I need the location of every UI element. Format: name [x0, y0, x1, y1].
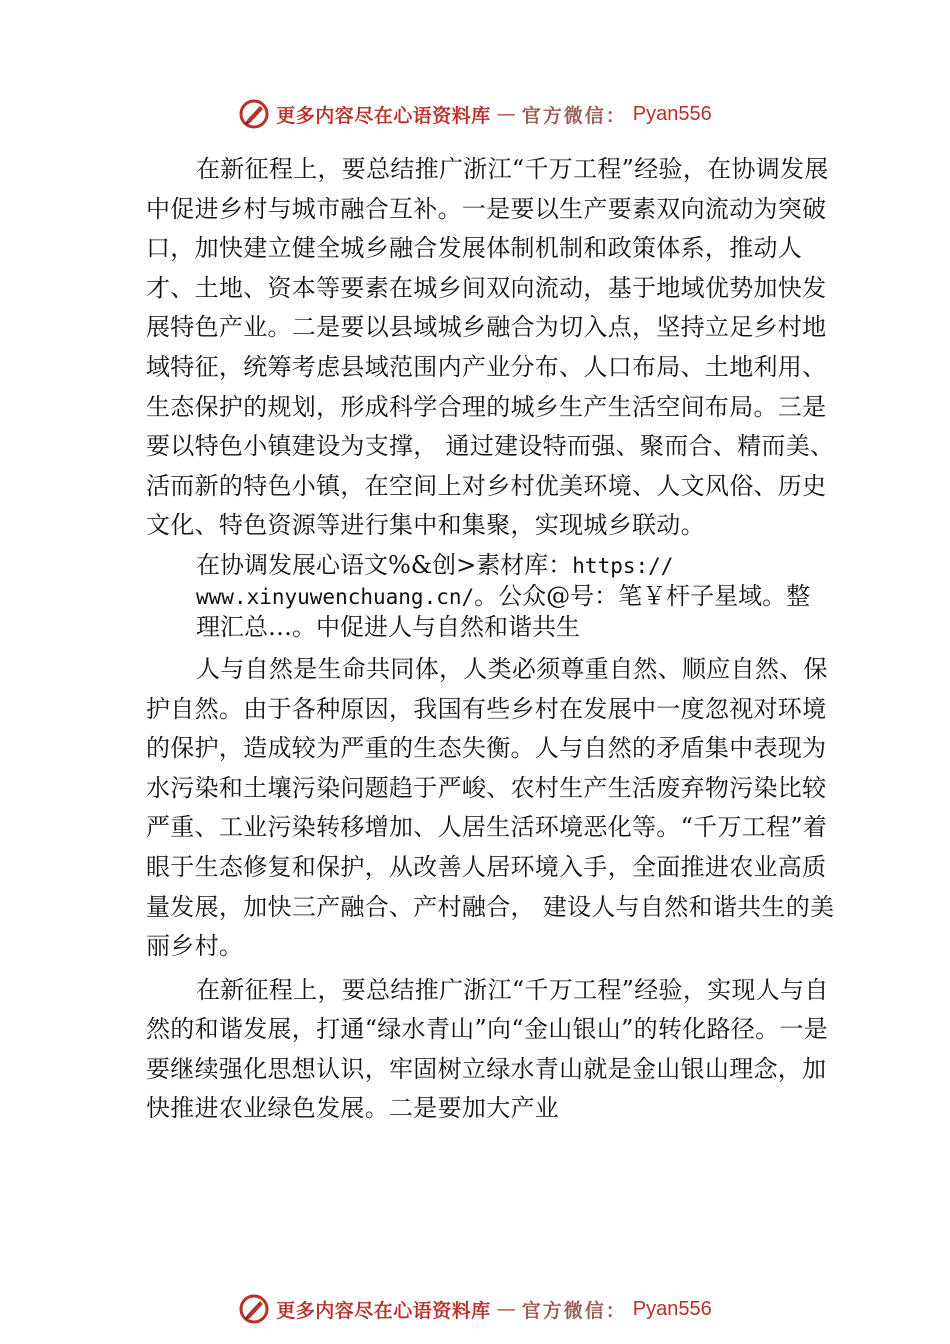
banner-wechat-id: Pyan556 — [632, 102, 712, 125]
url-line-2-url: www.xinyuwenchuang.cn/ — [196, 584, 475, 609]
banner-dash: — — [496, 1298, 516, 1320]
header-banner — [0, 94, 950, 134]
footer-banner — [0, 1289, 950, 1329]
paragraph-1: 在新征程上，要总结推广浙江“千万工程”经验，在协调发展中促进乡村与城市融合互补。一是要以生产要素双向流动为突破口，加快建立健全城乡融合发展体制机制和政策体系，推动人才、土地、资本等要素在城乡间双向流动，基于地域优势加快发展特色产业。二是要以县域城乡融合为切入点，坚持立足乡村地域特征，统筹考虑县域范围内产业分布、人口布局、土地利用、生态保护的规划，形成科学合理的城乡生产生活空间布局。三是要以特色小镇建设为支撑， 通过建设特而强、聚而合、精而美、活而新的特色小镇，在空间上对乡村优美环境、人文风俗、历史文化、特色资源等进行集中和集聚，实现城乡联动。 — [146, 155, 835, 540]
banner-title: 更多内容尽在心语资料库 — [276, 1299, 491, 1322]
url-line-1-url: https:// — [572, 553, 674, 578]
url-line-1 — [196, 550, 836, 581]
banner-dash: — — [496, 103, 516, 125]
banner-official-label: 官方微信： — [521, 1299, 627, 1322]
url-line-1-prefix: 在协调发展心语文%&创>素材库： — [196, 550, 573, 579]
watermark-url-block — [196, 546, 836, 650]
url-line-3: 理汇总…。中促进人与自然和谐共生 — [196, 612, 580, 641]
banner-wechat-id: Pyan556 — [632, 1297, 712, 1320]
document-body — [146, 150, 836, 1129]
banner-official-label: 官方微信： — [521, 104, 627, 127]
paragraph-3: 在新征程上，要总结推广浙江“千万工程”经验，实现人与自然的和谐发展，打通“绿水青山”向“金山银山”的转化路径。一是要继续强化思想认识，牢固树立绿水青山就是金山银山理念，加快推进农业绿色发展。二是要加大产业 — [146, 975, 829, 1123]
banner-title: 更多内容尽在心语资料库 — [276, 104, 491, 127]
url-line-2 — [196, 581, 836, 612]
url-line-2-suffix: 。公众@号：笔￥杆子星域。整 — [474, 581, 811, 610]
brush-pen-logo-icon — [238, 1293, 270, 1325]
brush-pen-logo-icon — [238, 98, 270, 130]
paragraph-2: 人与自然是生命共同体，人类必须尊重自然、顺应自然、保护自然。由于各种原因，我国有些乡村在发展中一度忽视对环境的保护，造成较为严重的生态失衡。人与自然的矛盾集中表现为水污染和土壤污染问题趋于严峻、农村生产生活废弃物污染比较严重、工业污染转移增加、人居生活环境恶化等。“千万工程”着眼于生态修复和保护，从改善人居环境入手，全面推进农业高质量发展，加快三产融合、产村融合， 建设人与自然和谐共生的美丽乡村。 — [146, 654, 835, 961]
